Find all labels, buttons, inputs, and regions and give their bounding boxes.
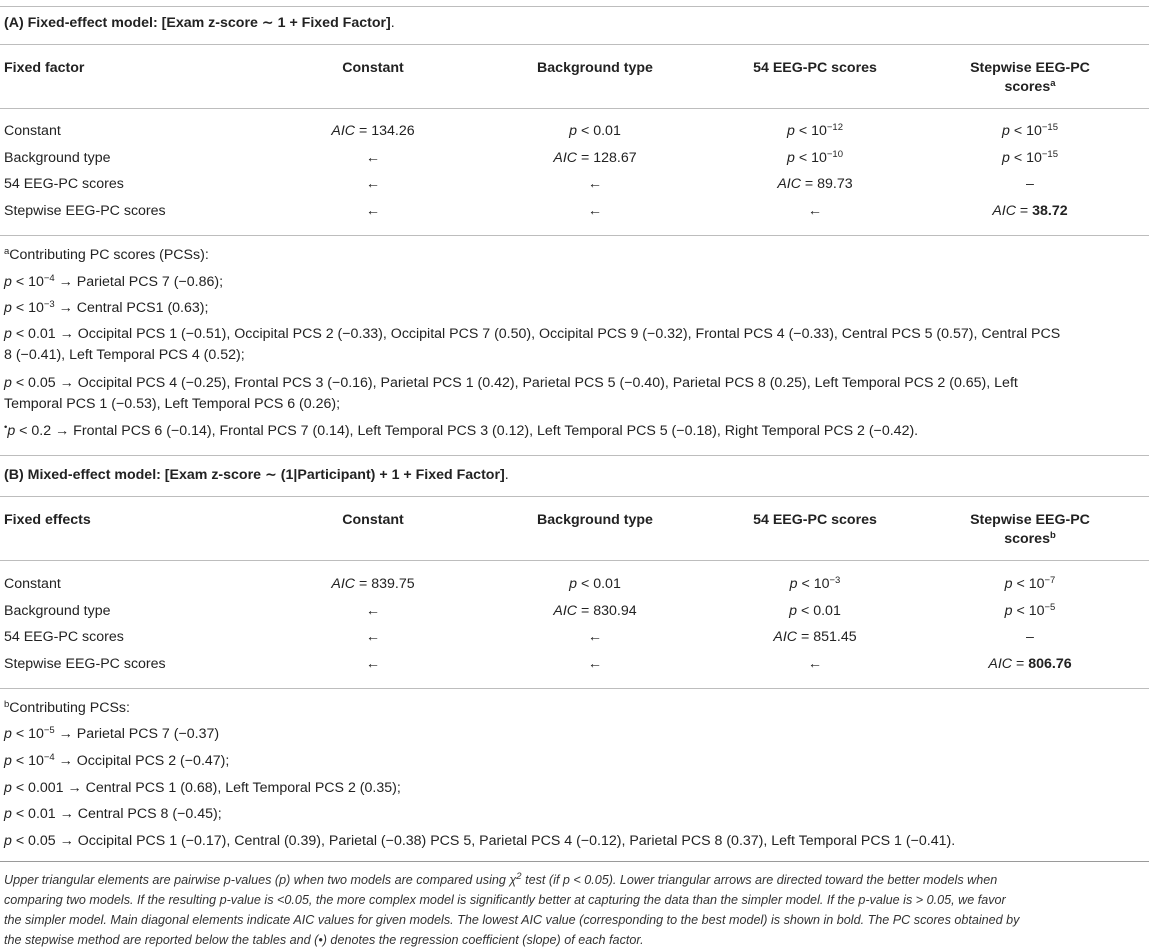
table-cell: p < 0.01	[789, 603, 841, 619]
table-cell: ←	[587, 176, 603, 192]
rule	[0, 235, 1149, 236]
caption-line: the stepwise method are reported below the tables and (•) denotes the regression coefficient (slope) of each factor.	[4, 933, 644, 947]
col-header-background-type: Background type	[537, 512, 653, 528]
table-cell: ←	[807, 203, 823, 219]
table-cell: AIC = 134.26	[331, 123, 415, 139]
table-cell: p < 0.01	[569, 576, 621, 592]
footnote-a-line: p < 0.05 → Occipital PCS 4 (−0.25), Frontal PCS 3 (−0.16), Parietal PCS 1 (0.42), Parietal PCS 5 (−0.40), Parietal PCS 8 (0.25), Left Temporal PCS 2 (0.65), Left	[4, 375, 1018, 391]
row-label: Stepwise EEG-PC scores	[4, 203, 166, 219]
footnote-a-intro: $^a$Contributing PC scores (PCSs):	[4, 246, 209, 263]
table-cell: $p < 10^{-7}$	[1004, 575, 1056, 592]
table-cell: ←	[365, 203, 381, 219]
bottom-rule	[0, 861, 1149, 862]
col-header-constant: Constant	[342, 60, 404, 76]
table-cell: –	[1026, 176, 1034, 192]
table-cell: AIC = 851.45	[773, 629, 857, 645]
table-cell: AIC = 806.76	[988, 656, 1072, 672]
table-cell: $p < 10^{-3}$	[789, 575, 841, 592]
footnote-b-line: p < 0.05 → Occipital PCS 1 (−0.17), Central (0.39), Parietal (−0.38) PCS 5, Parietal PCS 4 (−0.12), Parietal PCS 8 (0.37), Left Temporal PCS 1 (−0.41).	[4, 833, 956, 849]
footnote-b-line: p < 0.001 → Central PCS 1 (0.68), Left Temporal PCS 2 (0.35);	[4, 780, 401, 796]
col-header-background-type: Background type	[537, 60, 653, 76]
table-cell: $p < 10^{-15}$	[1002, 122, 1058, 139]
rule	[0, 560, 1149, 561]
table-cell: ←	[807, 656, 823, 672]
col-header-stepwise: Stepwise EEG-PC scores$^b$	[970, 512, 1090, 547]
table-cell: ←	[587, 203, 603, 219]
rule	[0, 688, 1149, 689]
footnote-b-line: $p < 10^{-5}$ → Parietal PCS 7 (−0.37)	[4, 725, 220, 742]
col-header-fixed-effects: Fixed effects	[4, 512, 91, 528]
table-cell: ←	[365, 603, 381, 619]
table-cell: ←	[365, 150, 381, 166]
caption-line: comparing two models. If the resulting p-value is <0.05, the more complex model is significantly better at capturing the data than the simpler model. If the p-value is > 0.05, we favor	[4, 893, 1006, 907]
row-label: Constant	[4, 576, 61, 592]
row-label: Constant	[4, 123, 61, 139]
table-cell: –	[1026, 629, 1034, 645]
row-label: 54 EEG-PC scores	[4, 176, 124, 192]
rule	[0, 455, 1149, 456]
table-cell: AIC = 38.72	[992, 203, 1068, 219]
table-cell: ←	[587, 656, 603, 672]
table-cell: ←	[365, 629, 381, 645]
table-cell: ←	[365, 656, 381, 672]
table-a-title: (A) Fixed-effect model: [Exam z-score ∼ 1 + Fixed Factor].	[4, 15, 395, 31]
table-cell: $p < 10^{-5}$	[1004, 602, 1056, 619]
table-cell: AIC = 830.94	[553, 603, 637, 619]
footnote-a-line: •p < 0.2 → Frontal PCS 6 (−0.14), Frontal PCS 7 (0.14), Left Temporal PCS 3 (0.12), Left Temporal PCS 5 (−0.18), Right Temporal PCS 2 (−0.42).	[4, 422, 919, 439]
row-label: 54 EEG-PC scores	[4, 629, 124, 645]
col-header-54-eeg: 54 EEG-PC scores	[753, 60, 877, 76]
top-rule	[0, 6, 1149, 7]
col-header-54-eeg: 54 EEG-PC scores	[753, 512, 877, 528]
table-cell: p < 0.01	[569, 123, 621, 139]
col-header-constant: Constant	[342, 512, 404, 528]
caption-line: Upper triangular elements are pairwise p-values (p) when two models are compared using $\chi^2$ test (if p < 0.05). Lower triangular arrows are directed toward the better models when	[4, 871, 998, 887]
col-header-fixed-factor: Fixed factor	[4, 60, 85, 76]
table-cell: ←	[587, 629, 603, 645]
table-cell: AIC = 839.75	[331, 576, 415, 592]
rule	[0, 44, 1149, 45]
footnote-a-line: 8 (−0.41), Left Temporal PCS 4 (0.52);	[4, 347, 245, 363]
row-label: Background type	[4, 150, 111, 166]
col-header-stepwise: Stepwise EEG-PC scores$^a$	[970, 60, 1090, 95]
rule	[0, 108, 1149, 109]
footnote-a-line: Temporal PCS 1 (−0.53), Left Temporal PCS 6 (0.26);	[4, 396, 341, 412]
row-label: Stepwise EEG-PC scores	[4, 656, 166, 672]
footnote-b-line: p < 0.01 → Central PCS 8 (−0.45);	[4, 806, 222, 822]
table-cell: $p < 10^{-10}$	[787, 149, 843, 166]
table-cell: AIC = 89.73	[777, 176, 853, 192]
table-b-title: (B) Mixed-effect model: [Exam z-score ∼ (1|Participant) + 1 + Fixed Factor].	[4, 467, 509, 483]
table-cell: $p < 10^{-15}$	[1002, 149, 1058, 166]
footnote-a-line: p < 0.01 → Occipital PCS 1 (−0.51), Occipital PCS 2 (−0.33), Occipital PCS 7 (0.50), Occipital PCS 9 (−0.32), Frontal PCS 4 (−0.33), Central PCS 5 (0.57), Central PCS	[4, 326, 1061, 342]
footnote-b-line: $p < 10^{-4}$ → Occipital PCS 2 (−0.47);	[4, 752, 230, 769]
table-cell: $p < 10^{-12}$	[787, 122, 843, 139]
row-label: Background type	[4, 603, 111, 619]
table-cell: AIC = 128.67	[553, 150, 637, 166]
rule	[0, 496, 1149, 497]
table-cell: ←	[365, 176, 381, 192]
footnote-a-line: $p < 10^{-4}$ → Parietal PCS 7 (−0.86);	[4, 273, 224, 290]
caption-line: the simpler model. Main diagonal elements indicate AIC values for given models. The lowest AIC value (corresponding to the best model) is shown in bold. The PC scores obtained by	[4, 913, 1020, 927]
footnote-b-intro: $^b$Contributing PCSs:	[4, 699, 130, 716]
footnote-a-line: $p < 10^{-3}$ → Central PCS1 (0.63);	[4, 299, 209, 316]
